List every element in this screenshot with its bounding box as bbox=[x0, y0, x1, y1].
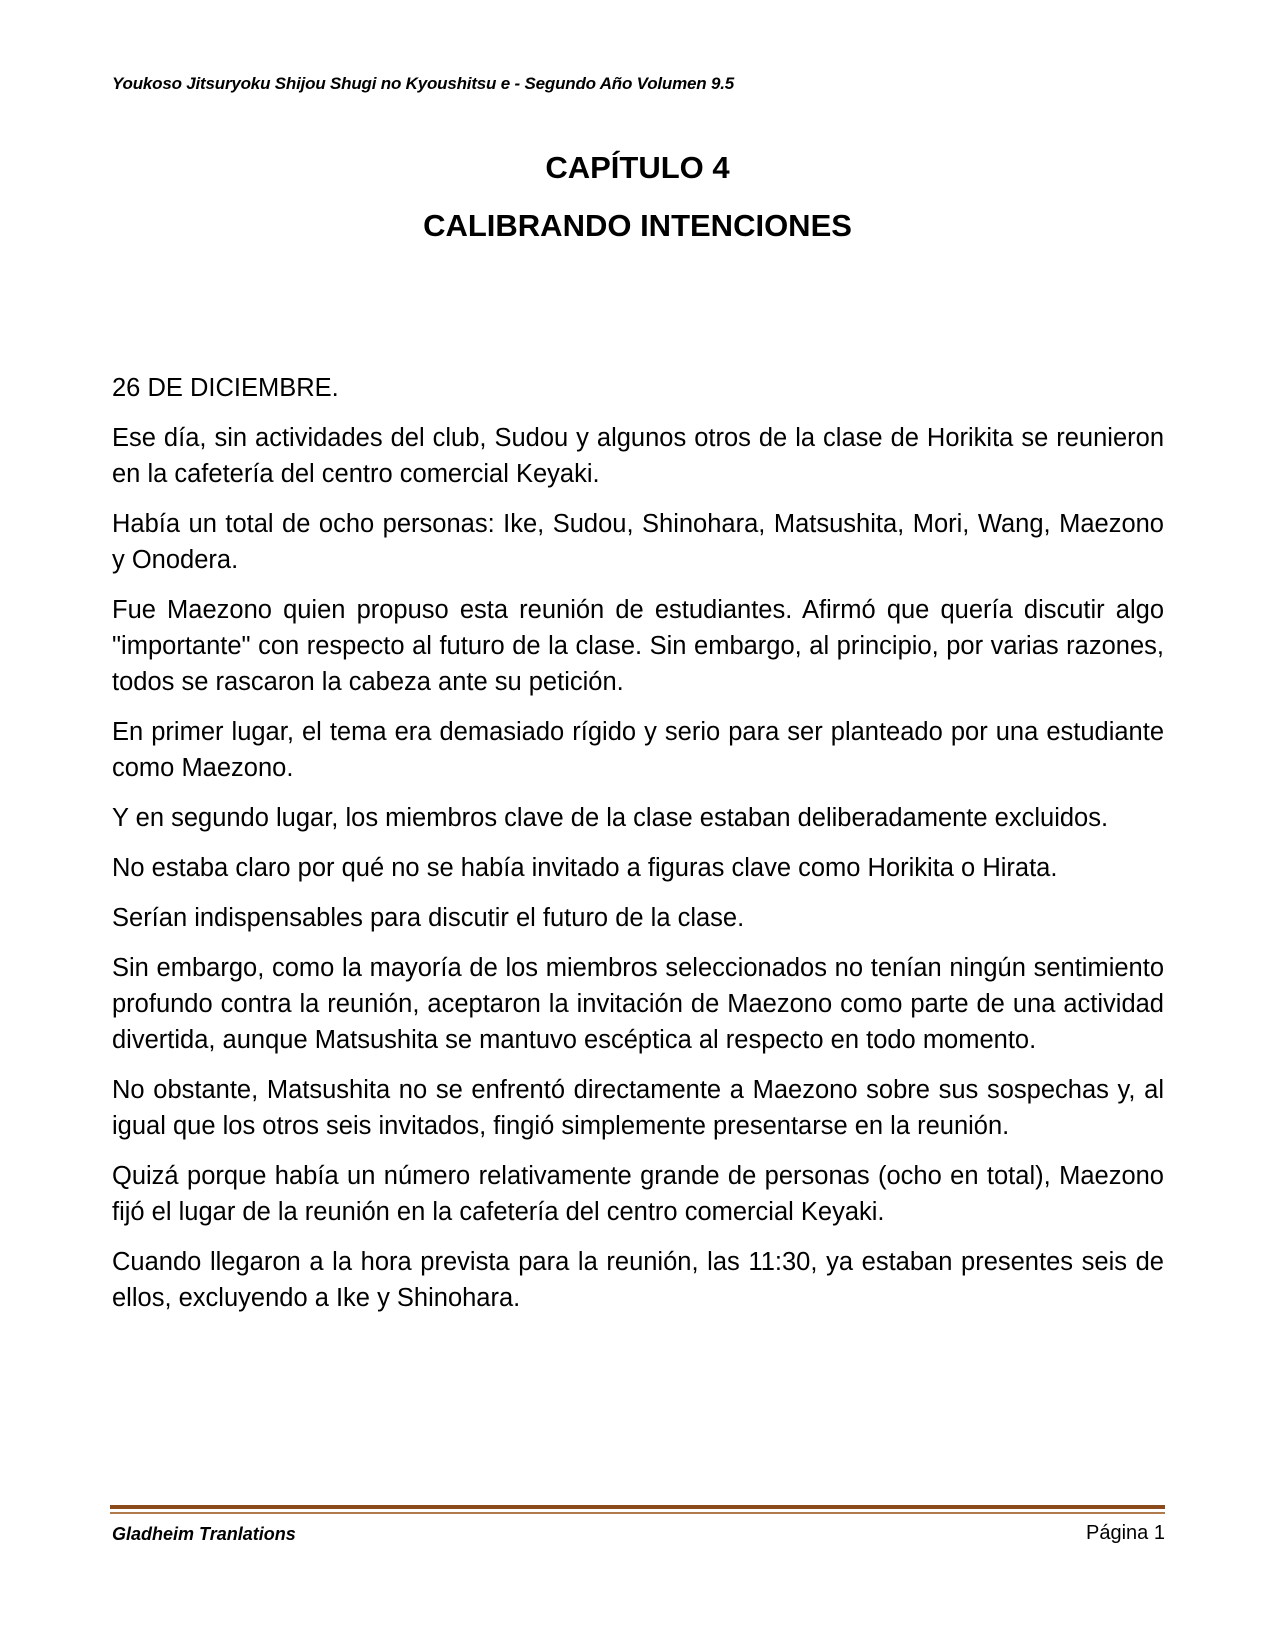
paragraph: No obstante, Matsushita no se enfrentó directamente a Maezono sobre sus sospechas y, al igual que los otros seis invitados, fingió simplemente presentarse en la reunión. bbox=[112, 1076, 1164, 1140]
chapter-number: CAPÍTULO 4 bbox=[545, 150, 730, 185]
paragraph: Quizá porque había un número relativamente grande de personas (ocho en total), Maezono fijó el lugar de la reunión en la cafetería del centro comercial Keyaki. bbox=[112, 1162, 1164, 1226]
footer-divider-thin bbox=[110, 1512, 1165, 1514]
page-label: Página bbox=[1086, 1522, 1149, 1544]
paragraph: Serían indispensables para discutir el futuro de la clase. bbox=[112, 904, 745, 932]
paragraph: Ese día, sin actividades del club, Sudou y algunos otros de la clase de Horikita se reunieron en la cafetería del centro comercial Keyaki. bbox=[112, 424, 1164, 488]
footer-credit: Gladheim Tranlations bbox=[112, 1524, 296, 1544]
paragraph: Fue Maezono quien propuso esta reunión de estudiantes. Afirmó que quería discutir algo "importante" con respecto al futuro de la clase. Sin embargo, al principio, por varias razones, todos se rascaron la cabeza ante su petición. bbox=[112, 596, 1164, 696]
paragraph: En primer lugar, el tema era demasiado rígido y serio para ser planteado por una estudiante como Maezono. bbox=[112, 718, 1164, 782]
page-number: 1 bbox=[1153, 1522, 1165, 1544]
paragraph: Y en segundo lugar, los miembros clave de la clase estaban deliberadamente excluidos. bbox=[112, 804, 1109, 832]
paragraph: Cuando llegaron a la hora prevista para la reunión, las 11:30, ya estaban presentes seis de ellos, excluyendo a Ike y Shinohara. bbox=[112, 1248, 1164, 1312]
footer-divider bbox=[110, 1505, 1165, 1509]
paragraph-date: 26 DE DICIEMBRE. bbox=[112, 374, 339, 402]
paragraph: Sin embargo, como la mayoría de los miembros seleccionados no tenían ningún sentimiento profundo contra la reunión, aceptaron la invitación de Maezono como parte de una actividad divertida, aunque Matsushita se mantuvo escéptica al respecto en todo momento. bbox=[112, 954, 1164, 1054]
paragraph: Había un total de ocho personas: Ike, Sudou, Shinohara, Matsushita, Mori, Wang, Maezono y Onodera. bbox=[112, 510, 1164, 574]
footer-page-indicator bbox=[1086, 1522, 1165, 1545]
paragraph: No estaba claro por qué no se había invitado a figuras clave como Horikita o Hirata. bbox=[112, 854, 1058, 882]
chapter-title: CALIBRANDO INTENCIONES bbox=[423, 208, 852, 243]
running-header: Youkoso Jitsuryoku Shijou Shugi no Kyoushitsu e - Segundo Año Volumen 9.5 bbox=[112, 74, 734, 93]
body-text bbox=[112, 370, 1164, 1330]
